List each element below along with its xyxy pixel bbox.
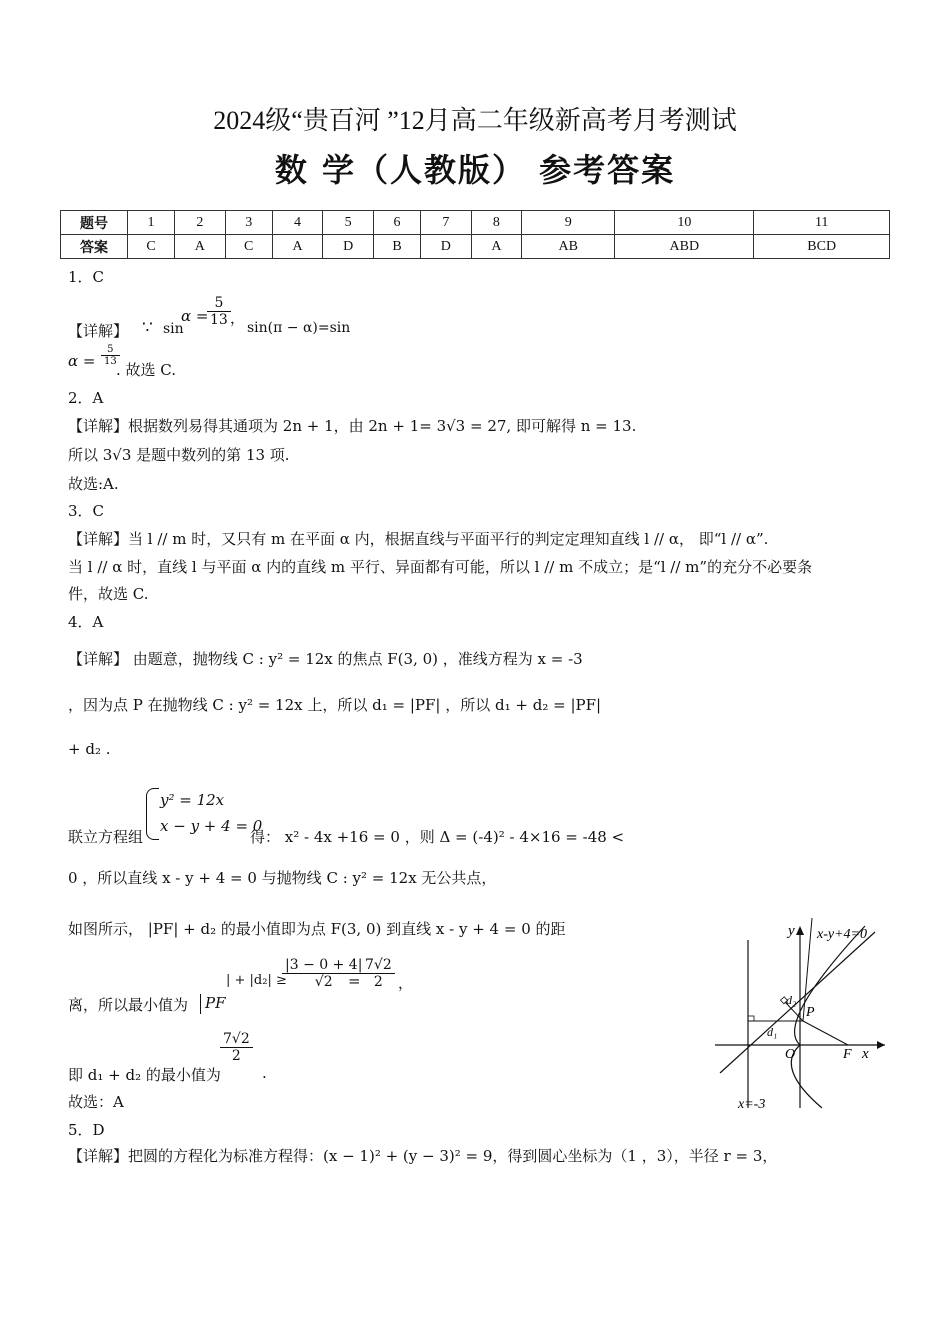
pf-segment (803, 1021, 848, 1045)
x-axis-arrow (877, 1041, 885, 1049)
q4-line-4: 得： x² - 4x +16 = 0 ，则 Δ = (-4)² - 4×16 = -48 < (250, 828, 625, 846)
table-cell: 7 (421, 211, 472, 235)
y-axis-label: y (788, 923, 795, 939)
q4-line-8-end: . (262, 1064, 267, 1082)
q3-heading: 3．C (68, 502, 105, 520)
distance-numerator: |3 − 0 + 4| (282, 957, 365, 974)
q4-heading: 4．A (68, 613, 104, 631)
q4-line-7-middle: | + |d₂| ≥ (226, 973, 287, 988)
table-row-answers (61, 235, 890, 259)
table-cell: B (373, 235, 420, 259)
q3-line-1: 【详解】当 l // m 时，又只有 m 在平面 α 内，根据直线与平面平行的判定定理知直线 l // α， 即“l // α”. (68, 530, 769, 548)
q1-comma: ， (230, 309, 246, 327)
table-cell: 8 (471, 211, 522, 235)
table-row-numbers (61, 211, 890, 235)
q1-denominator: 13 (210, 312, 228, 328)
table-cell: 6 (373, 211, 420, 235)
table-cell: A (272, 235, 323, 259)
line-label: x-y+4=0 (817, 927, 867, 942)
table-row-label: 答案 (61, 235, 128, 259)
q5-heading: 5．D (68, 1121, 105, 1139)
q1-sin-pi: sin(π − α)=sin (247, 320, 351, 336)
parabola-curve (791, 926, 865, 1108)
table-cell: C (128, 235, 175, 259)
table-cell: 9 (522, 211, 615, 235)
table-cell: 4 (272, 211, 323, 235)
page-subtitle: 数 学（人教版） 参考答案 (274, 151, 676, 189)
q4-line-3: + d₂ . (68, 740, 111, 758)
table-cell: D (421, 235, 472, 259)
because-symbol: ∵ (142, 318, 153, 338)
table-row-label: 题号 (61, 211, 128, 235)
q1-conclusion: . 故选 C. (116, 361, 177, 379)
q4-line-7-pf: PF (200, 994, 226, 1014)
q4-line-7-fraction-2 (362, 957, 395, 990)
table-cell: 5 (323, 211, 374, 235)
q2-line-2: 所以 3√3 是题中数列的第 13 项. (68, 446, 290, 464)
origin-label: O (785, 1047, 796, 1062)
q1-fraction (207, 295, 231, 328)
focus-label: F (843, 1047, 852, 1062)
d1-label: d₁ (767, 1025, 778, 1039)
result-denominator: 2 (373, 974, 383, 990)
system-equation-2: x − y + 4 = 0 (160, 817, 263, 835)
right-angle-mark-1 (748, 1016, 754, 1021)
q4-line-6: 如图所示， |PF| + d₂ 的最小值即为点 F(3, 0) 到直线 x - y + 4 = 0 的距 (68, 920, 566, 938)
table-cell: 10 (615, 211, 754, 235)
q5-line-1: 【详解】把圆的方程化为标准方程得：(x − 1)² + (y − 3)² = 9，得到圆心坐标为（1 ，3），半径 r = 3， (68, 1147, 778, 1165)
table-cell: D (323, 235, 374, 259)
table-cell: 2 (175, 211, 226, 235)
directrix-label: x=-3 (738, 1097, 766, 1112)
system-equation-1: y² = 12x (160, 791, 225, 809)
q4-line-5: 0 ，所以直线 x - y + 4 = 0 与抛物线 C : y² = 12x 无公共点， (68, 869, 497, 887)
min-numerator: 7√2 (220, 1031, 253, 1048)
table-cell: A (471, 235, 522, 259)
q1-denominator-2: 13 (104, 356, 117, 367)
distance-denominator: √2 (314, 974, 333, 990)
q3-line-3: 件，故选 C. (68, 585, 149, 603)
q1-numerator-2: 5 (101, 344, 120, 356)
q1-heading: 1．C (68, 268, 105, 286)
page-title: 2024级“贵百河 ”12月高二年级新高考月考测试 (213, 106, 737, 135)
q2-line-3: 故选:A. (68, 475, 119, 493)
p-label: P (806, 1005, 815, 1020)
q4-line-8-fraction (220, 1031, 253, 1064)
table-cell: 3 (225, 211, 272, 235)
q4-line-2: ，因为点 P 在抛物线 C : y² = 12x 上，所以 d₁ = |PF| ，所以 d₁ + d₂ = |PF| (68, 696, 602, 714)
q4-line-7-equals: = (348, 972, 361, 990)
q1-numerator: 5 (207, 295, 231, 312)
table-cell: 1 (128, 211, 175, 235)
q1-alpha-eq-2: α = (68, 352, 96, 370)
table-cell: A (175, 235, 226, 259)
q2-line-1: 【详解】根据数列易得其通项为 2n + 1，由 2n + 1= 3√3 = 27, 即可解得 n = 13. (68, 417, 637, 435)
table-cell: BCD (754, 235, 890, 259)
table-cell: 11 (754, 211, 890, 235)
system-brace (146, 788, 159, 840)
table-cell: ABD (615, 235, 754, 259)
q1-sin: sin (163, 321, 184, 337)
q4-system-label: 联立方程组 (68, 828, 144, 846)
result-numerator: 7√2 (362, 957, 395, 974)
tangent-line (720, 932, 875, 1073)
table-cell: C (225, 235, 272, 259)
parabola-figure (700, 918, 900, 1118)
d2-label: d₂ (786, 993, 797, 1007)
q1-alpha-eq: α = (181, 307, 209, 325)
q4-line-8: 即 d₁ + d₂ 的最小值为 (68, 1066, 221, 1084)
q4-line-7-label: 离，所以最小值为 (68, 996, 189, 1014)
q1-detail-label: 【详解】 (68, 322, 129, 340)
q4-line-1: 【详解】 由题意，抛物线 C : y² = 12x 的焦点 F(3, 0) ，准线方程为 x = -3 (68, 650, 583, 668)
q2-heading: 2．A (68, 389, 104, 407)
answer-table (60, 210, 890, 259)
table-cell: AB (522, 235, 615, 259)
q3-line-2: 当 l // α 时，直线 l 与平面 α 内的直线 m 平行、异面都有可能，所以 l // m 不成立；是“l // m”的充分不必要条 (68, 558, 813, 576)
min-denominator: 2 (231, 1048, 241, 1064)
q4-line-9: 故选：A (68, 1093, 124, 1111)
q4-line-7-end: ， (398, 974, 414, 992)
x-axis-label: x (862, 1046, 869, 1062)
y-axis-arrow (796, 926, 804, 935)
